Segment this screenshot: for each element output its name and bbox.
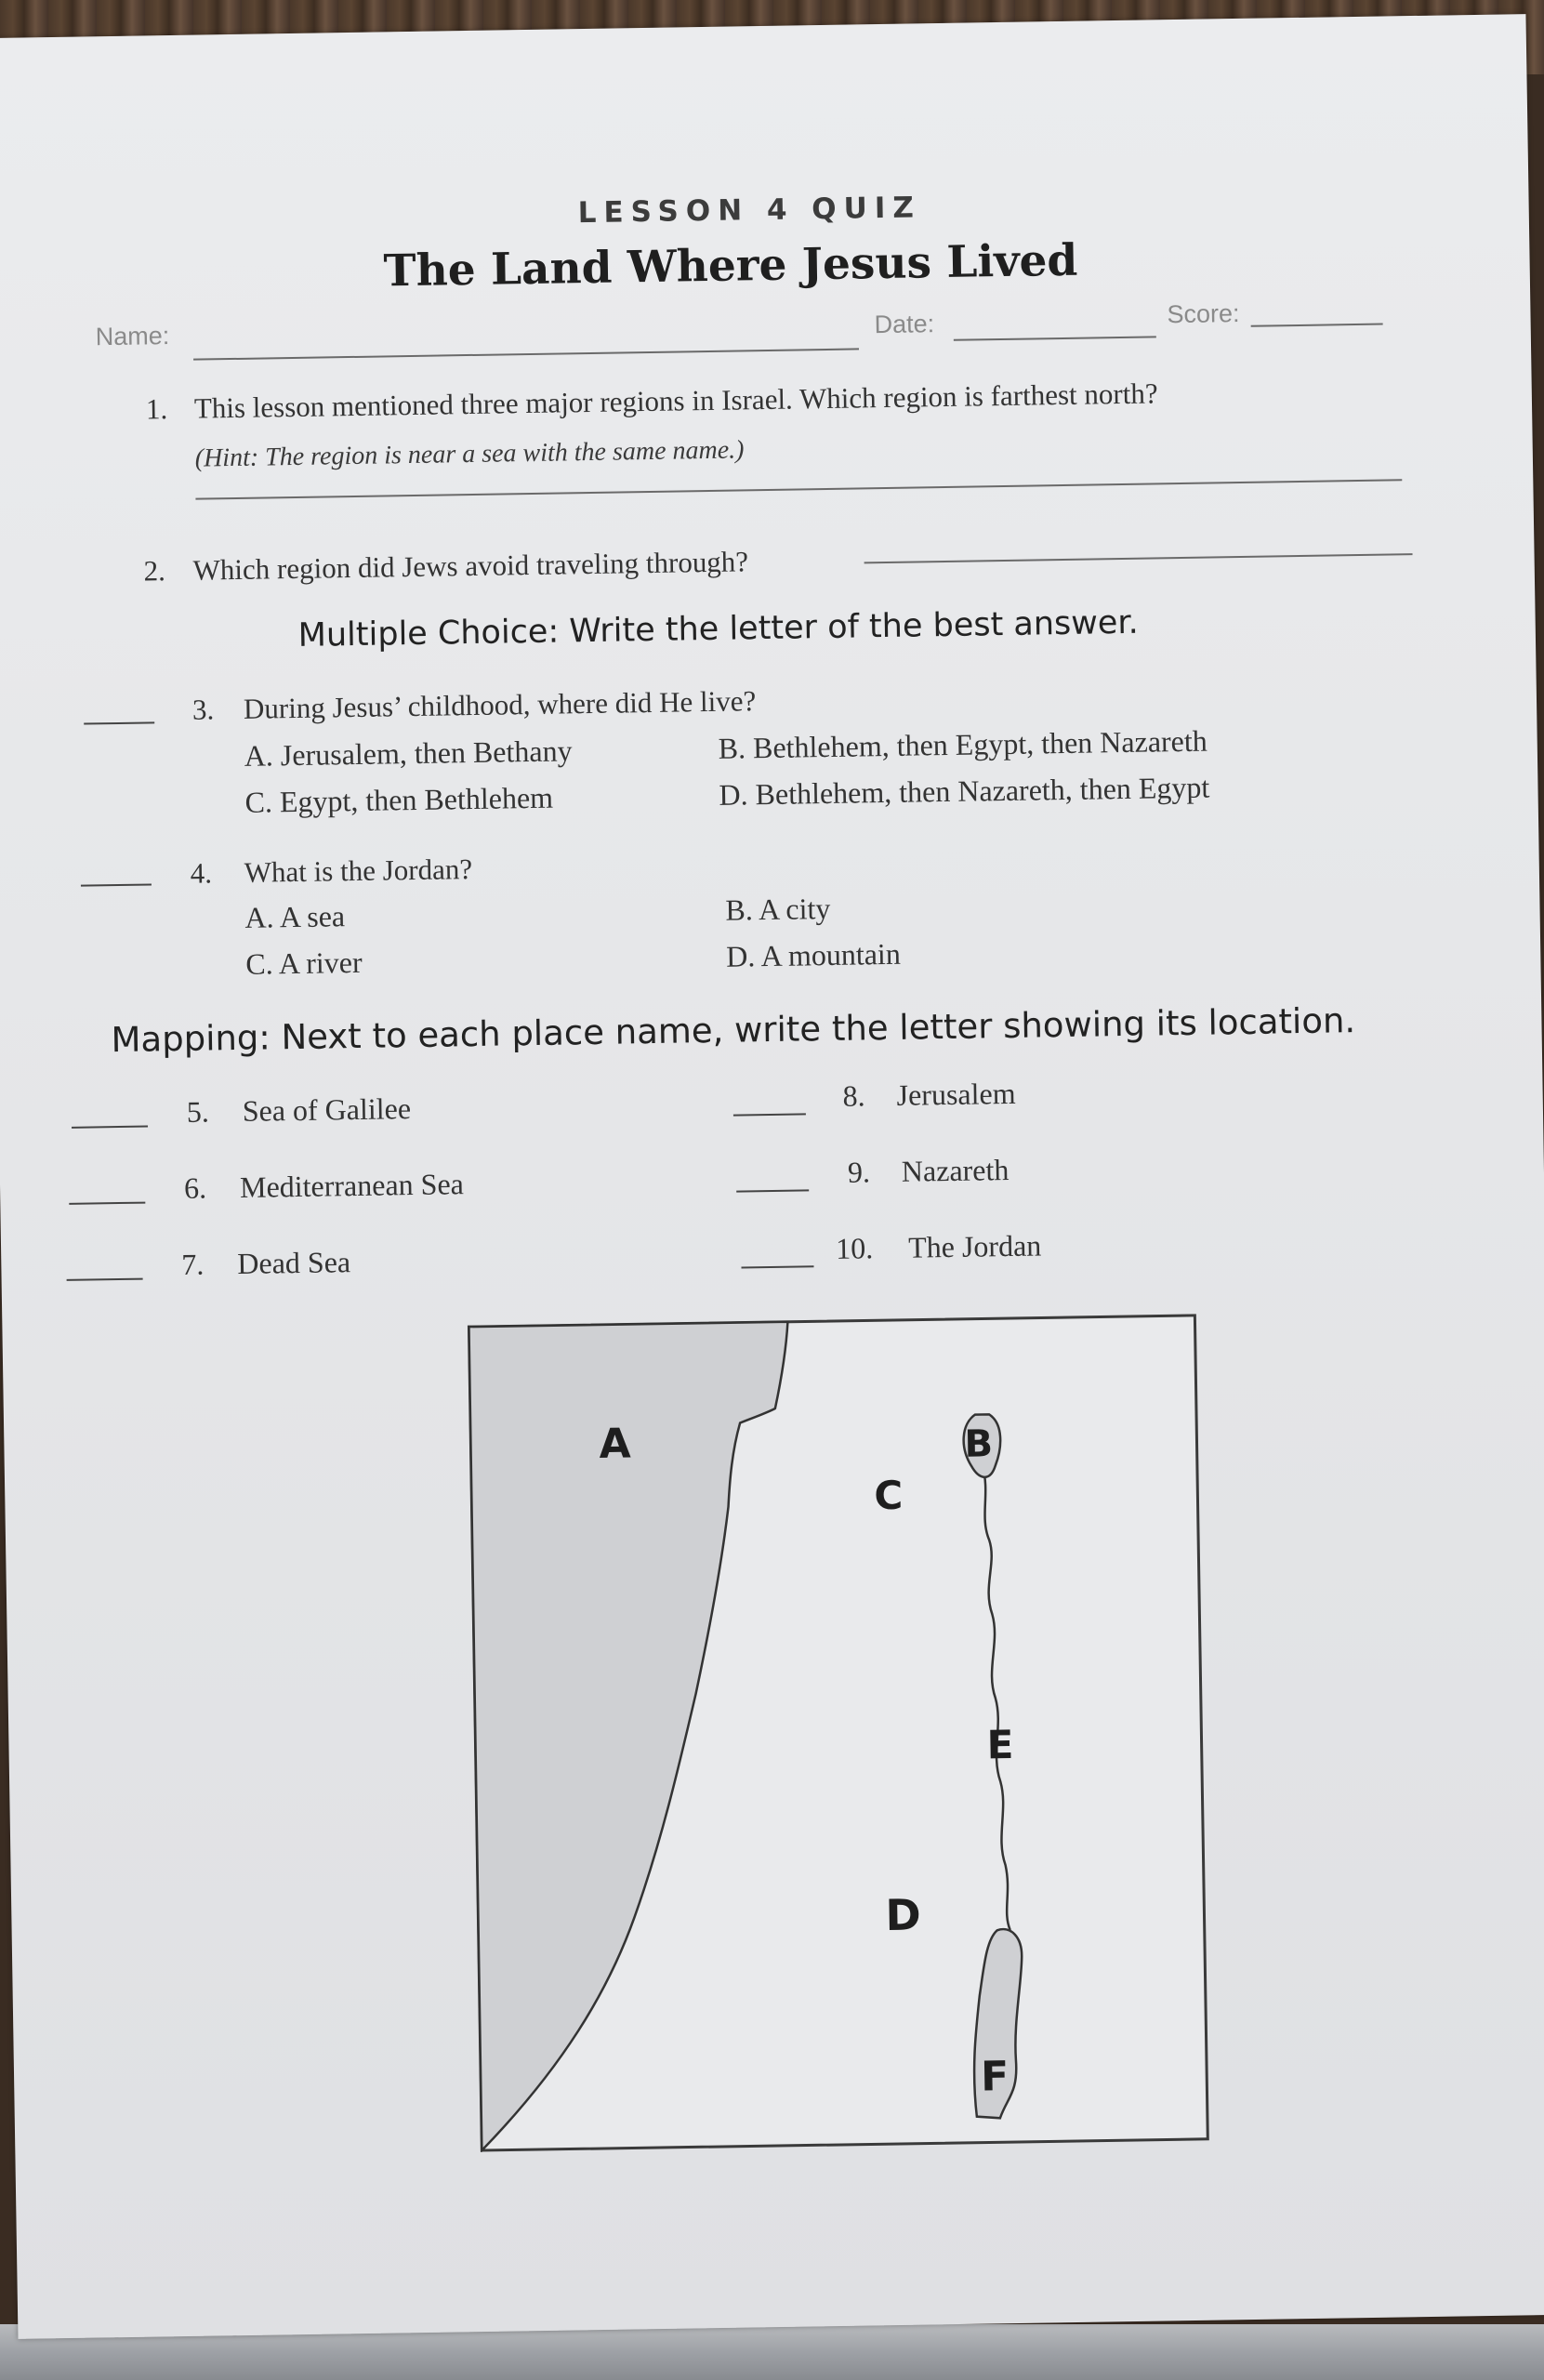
question-3-number: 3. <box>191 693 215 726</box>
question-2-text: Which region did Jews avoid traveling through? <box>192 545 749 587</box>
question-4-answer-blank[interactable] <box>81 883 152 886</box>
question-2-number: 2. <box>143 554 166 588</box>
map-label-c: C <box>873 1472 904 1519</box>
mapping-10-answer-blank[interactable] <box>741 1265 813 1268</box>
question-3-answer-blank[interactable] <box>84 721 154 724</box>
mapping-8-number: 8. <box>842 1078 865 1113</box>
mapping-10-place: The Jordan <box>907 1228 1042 1264</box>
question-2-answer-line[interactable] <box>864 553 1413 563</box>
map-label-d: D <box>885 1889 922 1941</box>
lesson-eyebrow: LESSON 4 QUIZ <box>577 191 922 231</box>
mapping-6-number: 6. <box>183 1170 207 1205</box>
mapping-6-place: Mediterranean Sea <box>239 1167 465 1204</box>
score-label: Score: <box>1167 298 1240 329</box>
israel-outline-map <box>467 1314 1209 2152</box>
date-label: Date: <box>874 310 935 339</box>
mapping-9-number: 9. <box>847 1155 871 1189</box>
question-4-option-b: B. A city <box>725 891 831 927</box>
mapping-9-place: Nazareth <box>901 1152 1010 1188</box>
question-3-option-c: C. Egypt, then Bethlehem <box>244 780 554 819</box>
map-label-a: A <box>599 1420 631 1468</box>
mapping-7-answer-blank[interactable] <box>67 1278 143 1281</box>
question-4-text: What is the Jordan? <box>244 853 473 889</box>
quiz-worksheet <box>0 14 1544 2339</box>
map-label-b: B <box>964 1422 994 1466</box>
question-3-option-b: B. Bethlehem, then Egypt, then Nazareth <box>718 723 1207 765</box>
mapping-5-number: 5. <box>186 1094 210 1129</box>
question-3-text: During Jesus’ childhood, where did He live? <box>243 684 757 725</box>
question-1-hint: (Hint: The region is near a sea with the same name.) <box>194 435 745 473</box>
question-4-number: 4. <box>190 856 213 890</box>
question-1-number: 1. <box>145 392 168 426</box>
question-4-option-c: C. A river <box>245 945 363 981</box>
question-3-option-d: D. Bethlehem, then Nazareth, then Egypt <box>719 770 1210 812</box>
date-field-line[interactable] <box>954 336 1156 340</box>
score-field-line[interactable] <box>1251 324 1383 327</box>
question-3-option-a: A. Jerusalem, then Bethany <box>244 734 573 773</box>
mapping-6-answer-blank[interactable] <box>69 1202 145 1205</box>
map-label-f: F <box>980 2053 1010 2101</box>
multiple-choice-heading: Multiple Choice: Write the letter of the best answer. <box>297 603 1140 654</box>
mapping-7-number: 7. <box>181 1247 205 1281</box>
mapping-8-answer-blank[interactable] <box>733 1113 806 1116</box>
mapping-heading: Mapping: Next to each place name, write the letter showing its location. <box>111 1000 1356 1061</box>
map-label-e: E <box>986 1721 1014 1768</box>
map-svg <box>467 1314 1209 2152</box>
mapping-7-place: Dead Sea <box>237 1245 351 1281</box>
page-title: The Land Where Jesus Lived <box>383 234 1078 298</box>
mapping-10-number: 10. <box>835 1231 874 1265</box>
name-label: Name: <box>95 322 170 351</box>
mapping-8-place: Jerusalem <box>896 1076 1016 1112</box>
mapping-9-answer-blank[interactable] <box>736 1189 809 1192</box>
question-4-option-d: D. A mountain <box>725 936 902 973</box>
mapping-5-answer-blank[interactable] <box>72 1126 148 1129</box>
name-field-line[interactable] <box>193 348 859 360</box>
question-4-option-a: A. A sea <box>244 899 346 934</box>
mapping-5-place: Sea of Galilee <box>242 1091 412 1128</box>
question-1-answer-line[interactable] <box>195 479 1402 499</box>
question-1-text: This lesson mentioned three major regions in Israel. Which region is farthest north? <box>193 377 1158 425</box>
